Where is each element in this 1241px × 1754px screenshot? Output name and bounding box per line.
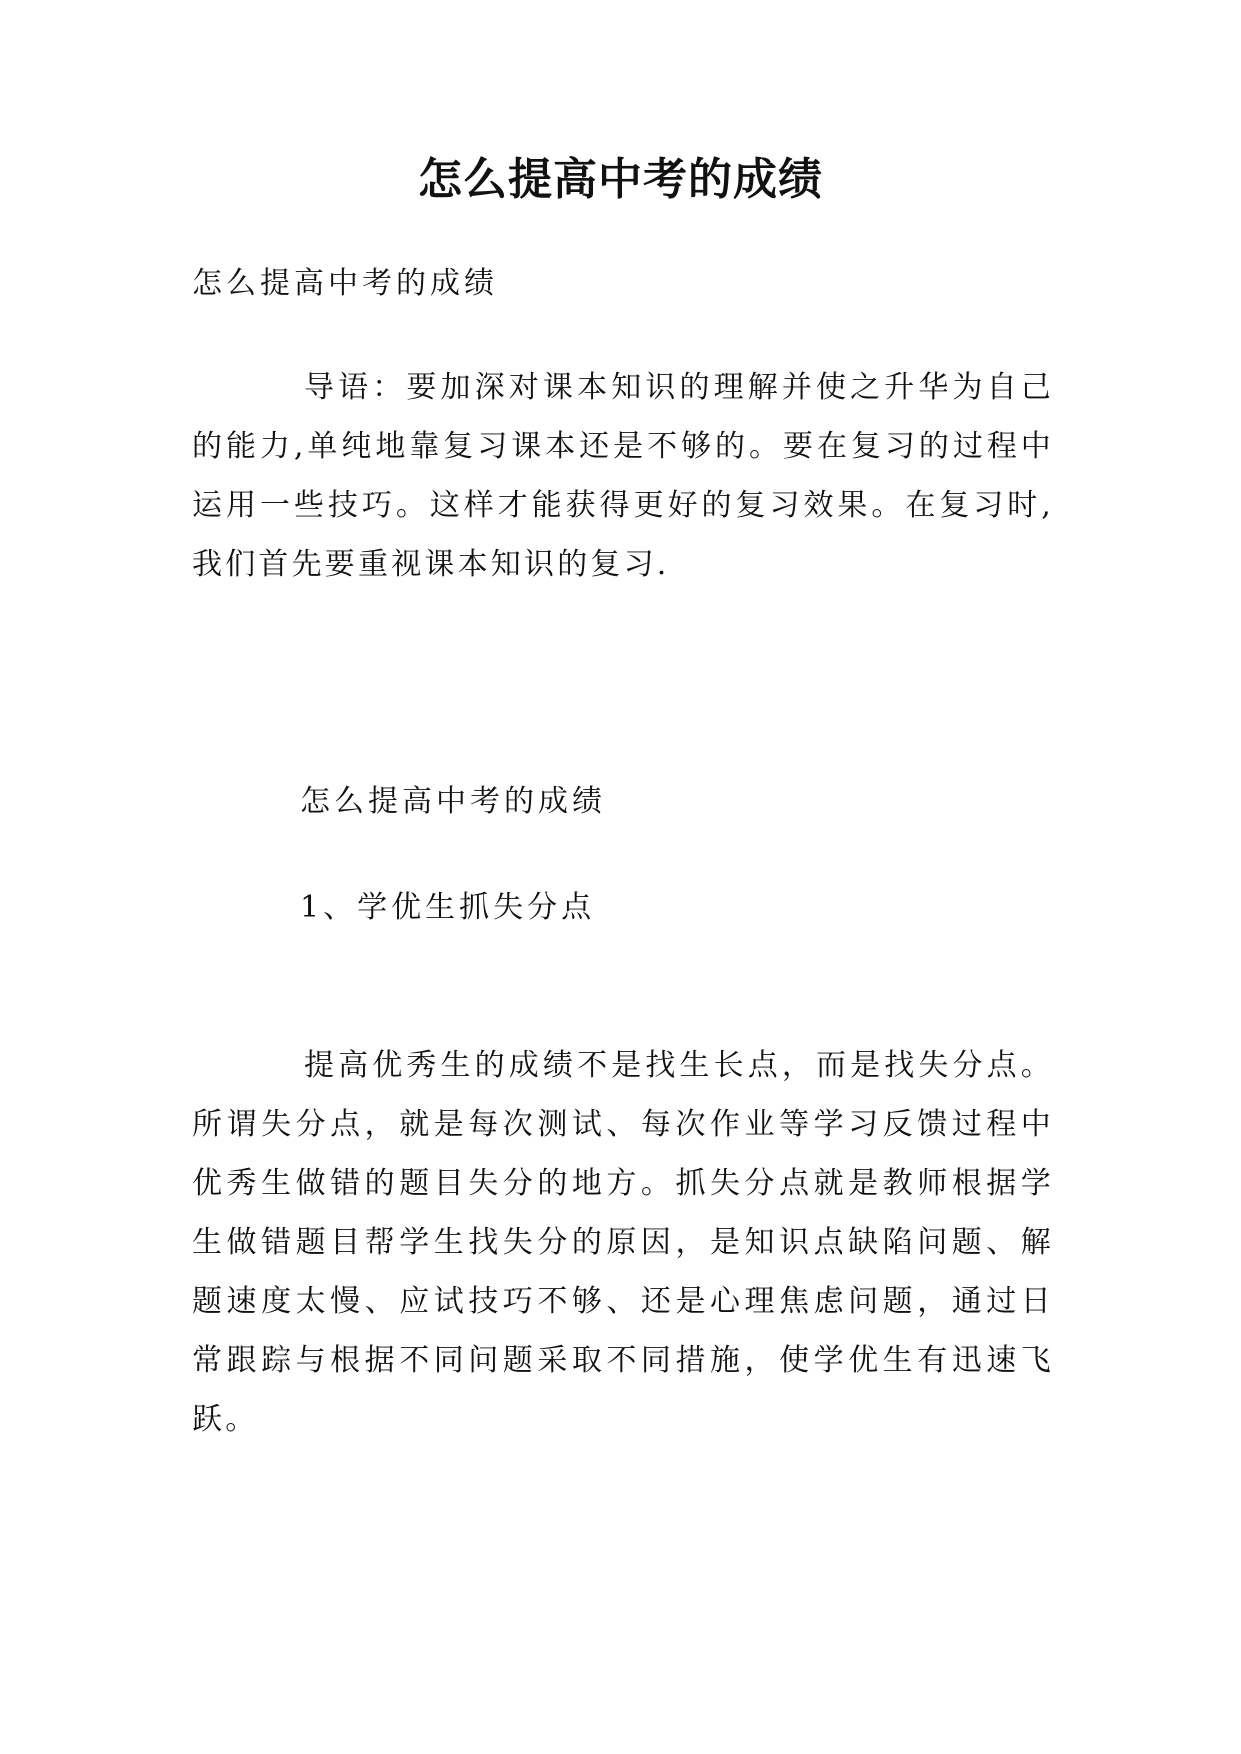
intro-paragraph: 导语：要加深对课本知识的理解并使之升华为自己的能力,单纯地靠复习课本还是不够的。要在复习的过程中运用一些技巧。这样才能获得更好的复习效果。在复习时,我们首先要重视课本知识的复习. [192, 370, 1054, 582]
point-heading: 1、学优生抓失分点 [300, 890, 596, 925]
section-heading: 怎么提高中考的成绩 [300, 784, 606, 819]
point-body-paragraph: 提高优秀生的成绩不是找生长点，而是找失分点。所谓失分点，就是每次测试、每次作业等学习反馈过程中优秀生做错的题目失分的地方。抓失分点就是教师根据学生做错题目帮学生找失分的原因，是知识点缺陷问题、解题速度太慢、应试技巧不够、还是心理焦虑问题，通过日常跟踪与根据不同问题采取不同措施，使学优生有迅速飞跃。 [192, 1048, 1054, 1437]
document-subtitle: 怎么提高中考的成绩 [192, 266, 498, 301]
document-title: 怎么提高中考的成绩 [418, 154, 823, 205]
